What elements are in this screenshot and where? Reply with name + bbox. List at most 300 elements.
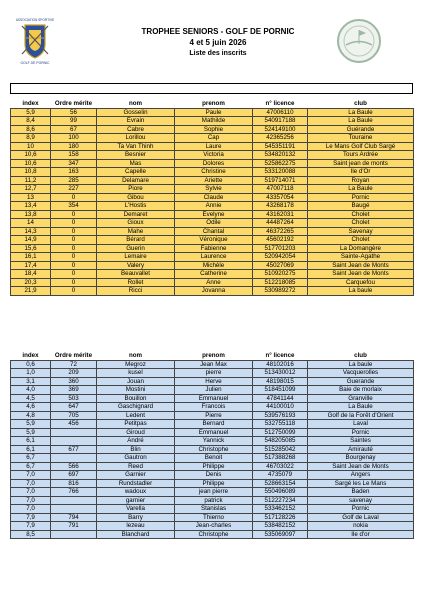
merit-cell: 794 bbox=[51, 513, 97, 522]
merit-cell bbox=[51, 454, 97, 463]
club-cell: Granville bbox=[308, 394, 414, 403]
licence-cell: 513430012 bbox=[253, 369, 308, 378]
prenom-cell: Cap bbox=[175, 134, 253, 143]
prenom-cell: Évelyne bbox=[175, 210, 253, 219]
nom-cell: Ricci bbox=[97, 287, 175, 296]
prenom-cell: Pierre bbox=[175, 411, 253, 420]
licence-cell: 517701203 bbox=[253, 244, 308, 253]
nom-cell: André bbox=[97, 437, 175, 446]
index-cell: 15,6 bbox=[11, 244, 51, 253]
table-body-1 bbox=[11, 108, 414, 295]
nom-cell: Varella bbox=[97, 505, 175, 514]
column-header-index: index bbox=[11, 100, 51, 109]
nom-cell: Bouillon bbox=[97, 394, 175, 403]
prenom-cell: Thierno bbox=[175, 513, 253, 522]
index-cell: 13,8 bbox=[11, 210, 51, 219]
nom-cell: L'Hostis bbox=[97, 202, 175, 211]
index-cell: 5,9 bbox=[11, 420, 51, 429]
table-row bbox=[11, 253, 414, 262]
licence-cell: 45027069 bbox=[253, 261, 308, 270]
table-row bbox=[11, 505, 414, 514]
nom-cell: Rollet bbox=[97, 278, 175, 287]
prenom-cell: Christophe bbox=[175, 445, 253, 454]
index-cell: 16,1 bbox=[11, 253, 51, 262]
licence-cell: 43162031 bbox=[253, 210, 308, 219]
registrants-table-1 bbox=[10, 99, 414, 296]
merit-cell: 0 bbox=[51, 210, 97, 219]
club-cell: Angers bbox=[308, 471, 414, 480]
merit-cell: 456 bbox=[51, 420, 97, 429]
index-cell: 4,0 bbox=[11, 386, 51, 395]
merit-cell: 180 bbox=[51, 142, 97, 151]
table-row bbox=[11, 454, 414, 463]
table-row bbox=[11, 462, 414, 471]
table-row bbox=[11, 159, 414, 168]
merit-cell bbox=[51, 428, 97, 437]
licence-cell: 517128226 bbox=[253, 513, 308, 522]
prenom-cell: Victoria bbox=[175, 151, 253, 160]
table-row bbox=[11, 261, 414, 270]
index-cell: 4,5 bbox=[11, 394, 51, 403]
licence-cell: 532755118 bbox=[253, 420, 308, 429]
nom-cell: Cabre bbox=[97, 125, 175, 134]
table-row bbox=[11, 496, 414, 505]
index-cell: 4,6 bbox=[11, 403, 51, 412]
table-row bbox=[11, 168, 414, 177]
nom-cell: Petitpas bbox=[97, 420, 175, 429]
index-cell: 8,4 bbox=[11, 117, 51, 126]
club-cell: Laval bbox=[308, 420, 414, 429]
table-row bbox=[11, 411, 414, 420]
club-cell: Saint Jean de Monts bbox=[308, 462, 414, 471]
registrants-table-2 bbox=[10, 351, 414, 539]
logo-top-text: ASSOCIATION SPORTIVE bbox=[16, 18, 54, 22]
merit-cell: 285 bbox=[51, 176, 97, 185]
licence-cell: 46703022 bbox=[253, 462, 308, 471]
licence-cell: 548205085 bbox=[253, 437, 308, 446]
nom-cell: kusel bbox=[97, 369, 175, 378]
licence-cell: 510920275 bbox=[253, 270, 308, 279]
nom-cell: Garnier bbox=[97, 471, 175, 480]
prenom-cell: pierre bbox=[175, 369, 253, 378]
nom-cell: Mostini bbox=[97, 386, 175, 395]
index-cell: 7,9 bbox=[11, 522, 51, 531]
merit-cell: 705 bbox=[51, 411, 97, 420]
merit-cell: 347 bbox=[51, 159, 97, 168]
table-row bbox=[11, 193, 414, 202]
document-title: TROPHEE SENIORS - GOLF DE PORNIC bbox=[141, 27, 295, 36]
table-row bbox=[11, 471, 414, 480]
club-cell: La baule bbox=[308, 360, 414, 369]
prenom-cell: Fabienne bbox=[175, 244, 253, 253]
nom-cell: Rundstadler bbox=[97, 479, 175, 488]
club-cell: Guerande bbox=[308, 377, 414, 386]
club-cell: La baule bbox=[308, 287, 414, 296]
index-cell: 6,1 bbox=[11, 445, 51, 454]
club-cell: La Domangère bbox=[308, 244, 414, 253]
merit-cell: 0 bbox=[51, 253, 97, 262]
merit-cell: 0 bbox=[51, 219, 97, 228]
index-cell: 21,9 bbox=[11, 287, 51, 296]
club-cell: Saintes bbox=[308, 437, 414, 446]
table-row bbox=[11, 513, 414, 522]
licence-cell: 519714071 bbox=[253, 176, 308, 185]
prenom-cell: Sylvie bbox=[175, 185, 253, 194]
index-cell: 4,8 bbox=[11, 411, 51, 420]
club-cell: Baie de morlaix bbox=[308, 386, 414, 395]
licence-cell: 533462152 bbox=[253, 505, 308, 514]
prenom-cell: Mathilde bbox=[175, 117, 253, 126]
merit-cell: 99 bbox=[51, 117, 97, 126]
prenom-cell: Julien bbox=[175, 386, 253, 395]
nom-cell: Gaschignard bbox=[97, 403, 175, 412]
index-cell: 6,7 bbox=[11, 454, 51, 463]
column-header-merit: Ordre mérite bbox=[51, 100, 97, 109]
prenom-cell: Jovanna bbox=[175, 287, 253, 296]
index-cell: 17,4 bbox=[11, 261, 51, 270]
table-header bbox=[11, 352, 414, 361]
licence-cell: 45602192 bbox=[253, 236, 308, 245]
nom-cell: Gibou bbox=[97, 193, 175, 202]
table-row bbox=[11, 142, 414, 151]
index-cell: 6,7 bbox=[11, 462, 51, 471]
licence-cell: 533120088 bbox=[253, 168, 308, 177]
club-cell: Golf de Laval bbox=[308, 513, 414, 522]
club-cell: Pornic bbox=[308, 505, 414, 514]
table-row bbox=[11, 394, 414, 403]
nom-cell: lezeau bbox=[97, 522, 175, 531]
index-cell: 8,6 bbox=[11, 125, 51, 134]
index-cell: 12,7 bbox=[11, 185, 51, 194]
table-row bbox=[11, 530, 414, 539]
prenom-cell: Ariette bbox=[175, 176, 253, 185]
merit-cell: 0 bbox=[51, 270, 97, 279]
club-cell: nokia bbox=[308, 522, 414, 531]
nom-cell: Evrain bbox=[97, 117, 175, 126]
prenom-cell: Christophe bbox=[175, 530, 253, 539]
licence-cell: 43357054 bbox=[253, 193, 308, 202]
index-cell: 8,9 bbox=[11, 134, 51, 143]
nom-cell: Gioux bbox=[97, 219, 175, 228]
licence-cell: 540917188 bbox=[253, 117, 308, 126]
nom-cell: Blanchard bbox=[97, 530, 175, 539]
prenom-cell: patrick bbox=[175, 496, 253, 505]
club-cell: Vacquerolles bbox=[308, 369, 414, 378]
merit-cell: 0 bbox=[51, 244, 97, 253]
nom-cell: Barry bbox=[97, 513, 175, 522]
column-header-licence: n° licence bbox=[253, 352, 308, 361]
club-cell: Saint Jean de Monts bbox=[308, 270, 414, 279]
licence-cell: 524149100 bbox=[253, 125, 308, 134]
licence-cell: 515285042 bbox=[253, 445, 308, 454]
nom-cell: Bérard bbox=[97, 236, 175, 245]
licence-cell: 539576193 bbox=[253, 411, 308, 420]
club-cell: Saint jean de monts bbox=[308, 159, 414, 168]
licence-cell: 534820132 bbox=[253, 151, 308, 160]
index-cell: 10 bbox=[11, 142, 51, 151]
licence-cell: 528663154 bbox=[253, 479, 308, 488]
index-cell: 18,4 bbox=[11, 270, 51, 279]
prenom-cell: Herve bbox=[175, 377, 253, 386]
index-cell: 10,8 bbox=[11, 168, 51, 177]
merit-cell: 56 bbox=[51, 108, 97, 117]
index-cell: 7,0 bbox=[11, 471, 51, 480]
club-cell: Ile d'or bbox=[308, 530, 414, 539]
nom-cell: Besnier bbox=[97, 151, 175, 160]
merit-cell: 566 bbox=[51, 462, 97, 471]
club-cell: Pornic bbox=[308, 428, 414, 437]
merit-cell: 0 bbox=[51, 287, 97, 296]
licence-cell: 48198015 bbox=[253, 377, 308, 386]
merit-cell: 697 bbox=[51, 471, 97, 480]
index-cell: 0,6 bbox=[11, 360, 51, 369]
licence-cell: 520942054 bbox=[253, 253, 308, 262]
event-dates: 4 et 5 juin 2026 bbox=[189, 38, 247, 47]
licence-cell: 47841144 bbox=[253, 394, 308, 403]
nom-cell: Beauvallet bbox=[97, 270, 175, 279]
index-cell: 5,9 bbox=[11, 108, 51, 117]
merit-cell: 72 bbox=[51, 360, 97, 369]
nom-cell: Megroz bbox=[97, 360, 175, 369]
club-cell: Sainte-Agathe bbox=[308, 253, 414, 262]
licence-cell: 538482152 bbox=[253, 522, 308, 531]
merit-cell bbox=[51, 505, 97, 514]
nom-cell: Mas bbox=[97, 159, 175, 168]
licence-cell: 43268178 bbox=[253, 202, 308, 211]
prenom-cell: Claude bbox=[175, 193, 253, 202]
club-cell: Golf de la Forêt d'Orient bbox=[308, 411, 414, 420]
table-row bbox=[11, 227, 414, 236]
club-cell: Cholet bbox=[308, 210, 414, 219]
table-row bbox=[11, 176, 414, 185]
club-cell: Royan bbox=[308, 176, 414, 185]
table-row bbox=[11, 236, 414, 245]
table-row bbox=[11, 377, 414, 386]
logo-bottom-text: GOLF DE PORNIC bbox=[20, 61, 50, 65]
index-cell: 7,9 bbox=[11, 513, 51, 522]
merit-cell: 0 bbox=[51, 193, 97, 202]
index-cell: 14 bbox=[11, 219, 51, 228]
column-header-club: club bbox=[308, 352, 414, 361]
table-row bbox=[11, 428, 414, 437]
merit-cell: 354 bbox=[51, 202, 97, 211]
club-cell: Sargé les Le Mans bbox=[308, 479, 414, 488]
merit-cell: 0 bbox=[51, 278, 97, 287]
prenom-cell: Benoit bbox=[175, 454, 253, 463]
merit-cell: 0 bbox=[51, 261, 97, 270]
index-cell: 6,1 bbox=[11, 437, 51, 446]
index-cell: 20,3 bbox=[11, 278, 51, 287]
prenom-cell: Christine bbox=[175, 168, 253, 177]
club-cell: La Baule bbox=[308, 185, 414, 194]
club-cell: Tours Ardrée bbox=[308, 151, 414, 160]
licence-cell: 517388268 bbox=[253, 454, 308, 463]
merit-cell bbox=[51, 437, 97, 446]
column-header-prenom: prenom bbox=[175, 352, 253, 361]
merit-cell: 0 bbox=[51, 227, 97, 236]
club-cell: Amirauté bbox=[308, 445, 414, 454]
licence-cell: 47007118 bbox=[253, 185, 308, 194]
prenom-cell: Laurence bbox=[175, 253, 253, 262]
table-row bbox=[11, 244, 414, 253]
table-body-2 bbox=[11, 360, 414, 539]
table-header bbox=[11, 100, 414, 109]
index-cell: 14,3 bbox=[11, 227, 51, 236]
club-cell: Baugé bbox=[308, 202, 414, 211]
merit-cell: 766 bbox=[51, 488, 97, 497]
nom-cell: Mahe bbox=[97, 227, 175, 236]
table-row bbox=[11, 437, 414, 446]
nom-cell: Ledent bbox=[97, 411, 175, 420]
merit-cell: 0 bbox=[51, 236, 97, 245]
prenom-cell: Emmanuel bbox=[175, 428, 253, 437]
index-cell: 7,0 bbox=[11, 496, 51, 505]
table-row bbox=[11, 488, 414, 497]
merit-cell: 503 bbox=[51, 394, 97, 403]
club-cell: La Baule bbox=[308, 403, 414, 412]
table-row bbox=[11, 151, 414, 160]
club-cell: Touraine bbox=[308, 134, 414, 143]
club-cell: La Baule bbox=[308, 108, 414, 117]
nom-cell: Lemaire bbox=[97, 253, 175, 262]
nom-cell: wadoux bbox=[97, 488, 175, 497]
licence-cell: 512218085 bbox=[253, 278, 308, 287]
merit-cell: 163 bbox=[51, 168, 97, 177]
empty-frame bbox=[10, 83, 413, 94]
prenom-cell: Michèle bbox=[175, 261, 253, 270]
table-row bbox=[11, 287, 414, 296]
column-header-prenom: prenom bbox=[175, 100, 253, 109]
prenom-cell: Yannick bbox=[175, 437, 253, 446]
prenom-cell: Jean-charles bbox=[175, 522, 253, 531]
prenom-cell: Bernard bbox=[175, 420, 253, 429]
merit-cell: 677 bbox=[51, 445, 97, 454]
licence-cell: 550496089 bbox=[253, 488, 308, 497]
table-row bbox=[11, 522, 414, 531]
table-row bbox=[11, 117, 414, 126]
table-row bbox=[11, 360, 414, 369]
club-cell: La Baule bbox=[308, 117, 414, 126]
column-header-nom: nom bbox=[97, 100, 175, 109]
table-row bbox=[11, 202, 414, 211]
index-cell: 5,9 bbox=[11, 428, 51, 437]
merit-cell: 816 bbox=[51, 479, 97, 488]
licence-cell: 512750099 bbox=[253, 428, 308, 437]
table-row bbox=[11, 134, 414, 143]
prenom-cell: Philippe bbox=[175, 462, 253, 471]
club-cell: Cholet bbox=[308, 236, 414, 245]
column-header-nom: nom bbox=[97, 352, 175, 361]
licence-cell: 47006110 bbox=[253, 108, 308, 117]
licence-cell: 48102016 bbox=[253, 360, 308, 369]
licence-cell: 535069097 bbox=[253, 530, 308, 539]
nom-cell: Demaret bbox=[97, 210, 175, 219]
index-cell: 14,9 bbox=[11, 236, 51, 245]
index-cell: 10,6 bbox=[11, 159, 51, 168]
column-header-merit: Ordre mérite bbox=[51, 352, 97, 361]
prenom-cell: Stanislas bbox=[175, 505, 253, 514]
licence-cell: 42365256 bbox=[253, 134, 308, 143]
club-cell: Baden bbox=[308, 488, 414, 497]
nom-cell: Gosselin bbox=[97, 108, 175, 117]
nom-cell: garnier bbox=[97, 496, 175, 505]
prenom-cell: Annie bbox=[175, 202, 253, 211]
club-cell: savenay bbox=[308, 496, 414, 505]
club-cell: Guérande bbox=[308, 125, 414, 134]
table-row bbox=[11, 108, 414, 117]
merit-cell: 227 bbox=[51, 185, 97, 194]
merit-cell: 158 bbox=[51, 151, 97, 160]
prenom-cell: Catherine bbox=[175, 270, 253, 279]
licence-cell: 545351191 bbox=[253, 142, 308, 151]
table-row bbox=[11, 479, 414, 488]
prenom-cell: Philippe bbox=[175, 479, 253, 488]
club-cell: Saint Jean de Monts bbox=[308, 261, 414, 270]
table-row bbox=[11, 369, 414, 378]
merit-cell: 791 bbox=[51, 522, 97, 531]
index-cell: 7,0 bbox=[11, 505, 51, 514]
club-cell: Pornic bbox=[308, 193, 414, 202]
table-row bbox=[11, 278, 414, 287]
table-row bbox=[11, 403, 414, 412]
table-row bbox=[11, 219, 414, 228]
licence-cell: 44487264 bbox=[253, 219, 308, 228]
index-cell: 10,6 bbox=[11, 151, 51, 160]
club-cell: Cholet bbox=[308, 219, 414, 228]
index-cell: 7,0 bbox=[11, 479, 51, 488]
index-cell: 11,2 bbox=[11, 176, 51, 185]
licence-cell: 44100010 bbox=[253, 403, 308, 412]
club-cell: Le Mans Golf Club Sargé bbox=[308, 142, 414, 151]
merit-cell: 67 bbox=[51, 125, 97, 134]
merit-cell bbox=[51, 530, 97, 539]
table-row bbox=[11, 445, 414, 454]
nom-cell: Valery bbox=[97, 261, 175, 270]
prenom-cell: Emmanuel bbox=[175, 394, 253, 403]
table-row bbox=[11, 420, 414, 429]
nom-cell: Giroud bbox=[97, 428, 175, 437]
nom-cell: Delamare bbox=[97, 176, 175, 185]
merit-cell: 647 bbox=[51, 403, 97, 412]
table-row bbox=[11, 125, 414, 134]
nom-cell: Ta Van Thinh bbox=[97, 142, 175, 151]
merit-cell: 100 bbox=[51, 134, 97, 143]
licence-cell: 4735079 bbox=[253, 471, 308, 480]
club-cell: Savenay bbox=[308, 227, 414, 236]
index-cell: 13,4 bbox=[11, 202, 51, 211]
table-row bbox=[11, 270, 414, 279]
column-header-club: club bbox=[308, 100, 414, 109]
nom-cell: Gautron bbox=[97, 454, 175, 463]
prenom-cell: Laure bbox=[175, 142, 253, 151]
index-cell: 1,0 bbox=[11, 369, 51, 378]
nom-cell: Piore bbox=[97, 185, 175, 194]
nom-cell: Capelle bbox=[97, 168, 175, 177]
index-cell: 8,5 bbox=[11, 530, 51, 539]
nom-cell: Lorillou bbox=[97, 134, 175, 143]
prenom-cell: Odile bbox=[175, 219, 253, 228]
index-cell: 3,1 bbox=[11, 377, 51, 386]
index-cell: 7,0 bbox=[11, 488, 51, 497]
prenom-cell: Anne bbox=[175, 278, 253, 287]
table-row bbox=[11, 185, 414, 194]
list-subtitle: Liste des inscrits bbox=[189, 50, 247, 57]
club-cell: Carquefou bbox=[308, 278, 414, 287]
prenom-cell: Chantal bbox=[175, 227, 253, 236]
merit-cell bbox=[51, 496, 97, 505]
nom-cell: Jouan bbox=[97, 377, 175, 386]
licence-cell: 525862275 bbox=[253, 159, 308, 168]
